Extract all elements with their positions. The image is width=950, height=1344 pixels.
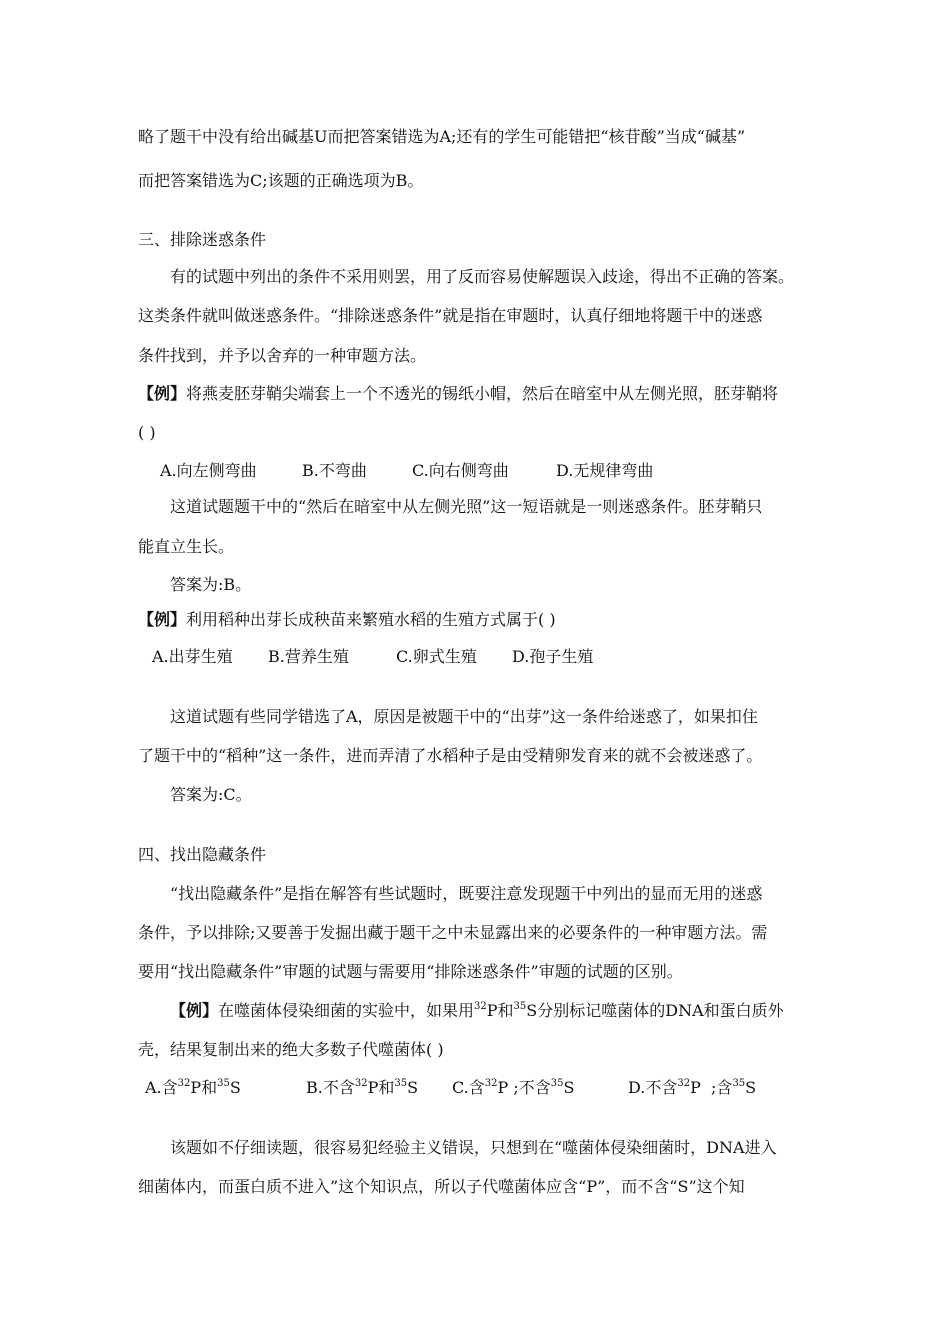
question-text: S分别标记噬菌体的DNA和蛋白质外 [526, 1001, 784, 1020]
explanation-line: 该题如不仔细读题，很容易犯经验主义错误，只想到在“噬菌体侵染细菌时，DNA进入 [170, 1138, 777, 1157]
superscript: 32 [474, 1001, 487, 1012]
paragraph-line: 有的试题中列出的条件不采用则罢，用了反而容易使解题误入歧途，得出不正确的答案。 [170, 267, 795, 286]
superscript: 32 [484, 1078, 498, 1089]
explanation-line: 能直立生长。 [138, 537, 235, 556]
superscript: 32 [177, 1078, 191, 1089]
explanation-line: 了题干中的“稻种”这一条件，进而弄清了水稻种子是由受精卵发育来的就不会被迷惑了。 [138, 746, 763, 765]
section-heading-3: 三、排除迷惑条件 [138, 230, 267, 249]
example-question [138, 610, 556, 630]
explanation-line: 这道试题有些同学错选了A，原因是被题干中的“出芽”这一条件给迷惑了，如果扣住 [170, 707, 758, 726]
option-text: S [563, 1078, 575, 1097]
superscript: 32 [677, 1078, 691, 1089]
paragraph-line: 而把答案错选为C;该题的正确选项为B。 [138, 171, 424, 190]
option-b: B.营养生殖 [268, 647, 349, 666]
superscript: 35 [394, 1078, 408, 1089]
option-b: B.不弯曲 [302, 461, 367, 480]
superscript: 35 [550, 1078, 564, 1089]
paragraph-line: “找出隐藏条件”是指在解答有些试题时，既要注意发现题干中列出的显而无用的迷惑 [170, 884, 763, 903]
question-paren: ( ) [138, 423, 156, 442]
option-text: P ;不含 [497, 1078, 551, 1097]
option-text: P和 [367, 1078, 395, 1097]
question-text: 壳，结果复制出来的绝大多数子代噬菌体( ) [138, 1040, 444, 1059]
section-heading-4: 四、找出隐藏条件 [138, 845, 267, 864]
option-d: D.无规律弯曲 [556, 461, 654, 480]
example-tag: 【例】 [138, 384, 187, 403]
option-text: B.不含 [306, 1078, 355, 1097]
paragraph-line: 条件，予以排除;又要善于发掘出藏于题干之中未显露出来的必要条件的一种审题方法。需 [138, 923, 768, 942]
answer-line: 答案为:C。 [170, 785, 252, 804]
answer-line: 答案为:B。 [170, 575, 252, 594]
superscript: 32 [354, 1078, 368, 1089]
option-b [306, 1078, 418, 1098]
explanation-line: 这道试题题干中的“然后在暗室中从左侧光照”这一短语就是一则迷惑条件。胚芽鞘只 [170, 497, 763, 516]
option-text: P和 [190, 1078, 218, 1097]
example-question [138, 384, 778, 404]
example-tag: 【例】 [170, 1001, 219, 1020]
option-a [145, 1078, 241, 1098]
paragraph-line: 这类条件就叫做迷惑条件。“排除迷惑条件”就是指在审题时，认真仔细地将题干中的迷惑 [138, 306, 763, 325]
question-text: 将燕麦胚芽鞘尖端套上一个不透光的锡纸小帽，然后在暗室中从左侧光照，胚芽鞘将 [186, 384, 779, 403]
option-c: C.卵式生殖 [396, 647, 477, 666]
example-question [170, 1001, 784, 1021]
option-c: C.向右侧弯曲 [412, 461, 509, 480]
superscript: 35 [732, 1078, 746, 1089]
option-text: D.不含 [628, 1078, 678, 1097]
example-tag: 【例】 [138, 610, 187, 629]
explanation-line: 细菌体内，而蛋白质不进入”这个知识点，所以子代噬菌体应含“P”，而不含“S”这个知 [138, 1177, 745, 1196]
question-text: 利用稻种出芽长成秧苗来繁殖水稻的生殖方式属于( ) [186, 610, 556, 629]
option-text: S [745, 1078, 757, 1097]
option-a: A.向左侧弯曲 [160, 461, 257, 480]
option-d [628, 1078, 756, 1098]
option-text: P ;含 [690, 1078, 733, 1097]
option-text: S [229, 1078, 241, 1097]
option-d: D.孢子生殖 [512, 647, 594, 666]
superscript: 35 [217, 1078, 230, 1089]
question-text: 在噬菌体侵染细菌的实验中，如果用 [218, 1001, 475, 1020]
paragraph-line: 条件找到，并予以舍弃的一种审题方法。 [138, 346, 427, 365]
paragraph-line: 要用“找出隐藏条件”审题的试题与需要用“排除迷惑条件”审题的试题的区别。 [138, 962, 683, 981]
option-text: A.含 [145, 1078, 178, 1097]
paragraph-line: 略了题干中没有给出碱基U而把答案错选为A;还有的学生可能错把“核苷酸”当成“碱基” [138, 127, 746, 146]
option-c [452, 1078, 574, 1098]
option-text: C.含 [452, 1078, 485, 1097]
question-text: P和 [486, 1001, 514, 1020]
option-text: S [407, 1078, 419, 1097]
option-a: A.出芽生殖 [152, 647, 233, 666]
superscript: 35 [513, 1001, 527, 1012]
